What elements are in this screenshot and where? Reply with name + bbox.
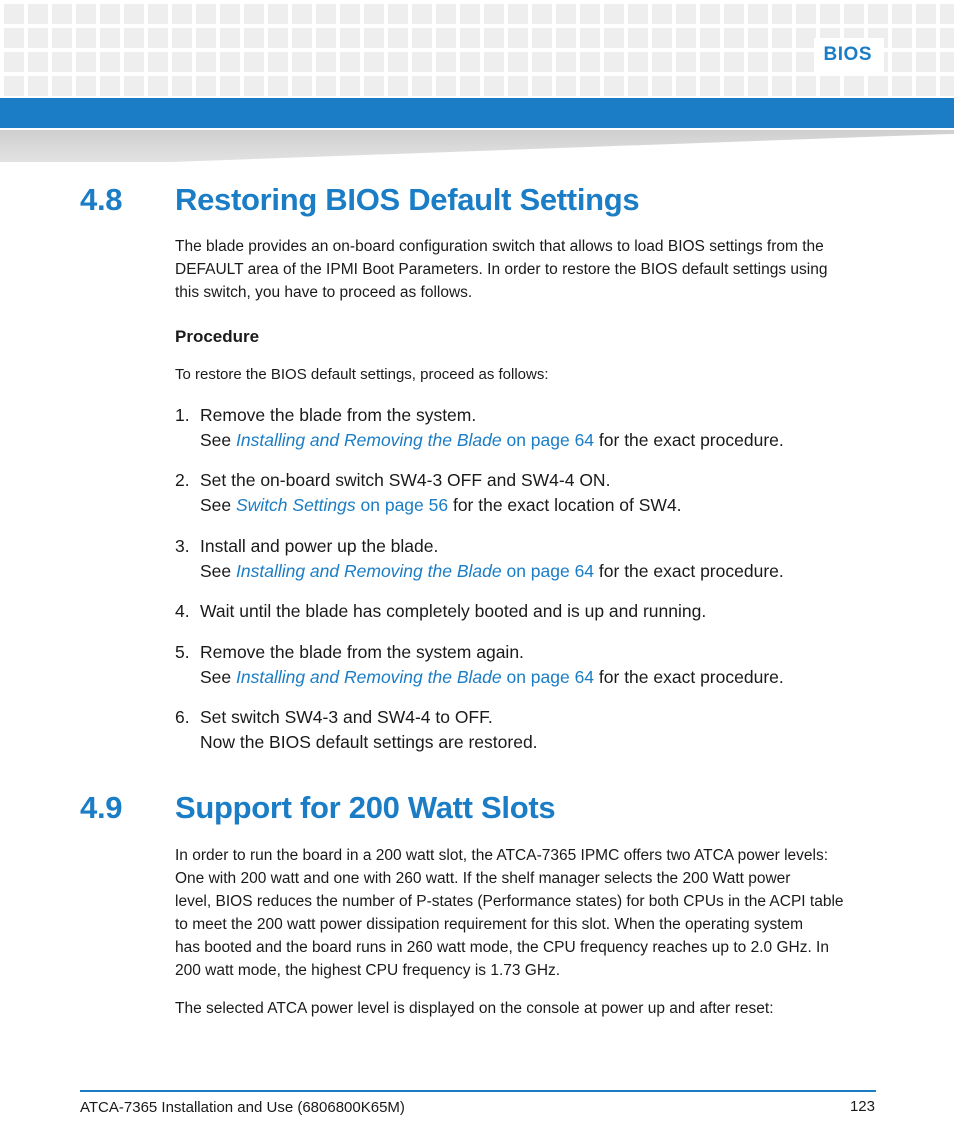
cross-reference-link[interactable]: Installing and Removing the Blade	[236, 667, 502, 687]
reference-suffix: for the exact procedure.	[594, 667, 784, 687]
step-number: 2.	[175, 470, 190, 490]
procedure-heading: Procedure	[175, 327, 260, 346]
footer-document-title: ATCA-7365 Installation and Use (6806800K65M)	[80, 1099, 405, 1116]
cross-reference-link[interactable]: Installing and Removing the Blade	[236, 430, 502, 450]
page-reference-link[interactable]: on page 64	[501, 561, 595, 581]
footer-page-number: 123	[849, 1098, 875, 1115]
paragraph-line: level, BIOS reduces the number of P-states (Performance states) for both CPUs in the ACPI table	[175, 893, 844, 910]
page-reference-link[interactable]: on page 56	[355, 495, 449, 515]
paragraph-line: DEFAULT area of the IPMI Boot Parameters. In order to restore the BIOS default settings using	[175, 261, 828, 278]
procedure-step-1	[175, 403, 875, 453]
procedure-step-5	[175, 640, 875, 690]
reference-suffix: for the exact procedure.	[594, 430, 784, 450]
page-reference-link[interactable]: on page 64	[501, 667, 595, 687]
paragraph-line: In order to run the board in a 200 watt slot, the ATCA-7365 IPMC offers two ATCA power levels:	[175, 847, 829, 864]
step-number: 5.	[175, 642, 190, 662]
procedure-step-4	[175, 599, 875, 624]
paragraph-line: this switch, you have to proceed as follows.	[175, 284, 473, 301]
procedure-step-3	[175, 534, 875, 584]
paragraph-line: to meet the 200 watt power dissipation requirement for this slot. When the operating system	[175, 916, 804, 933]
section-title: Support for 200 Watt Slots	[175, 790, 556, 825]
reference-suffix: for the exact location of SW4.	[448, 495, 682, 515]
step-reference	[200, 559, 900, 584]
reference-suffix: for the exact procedure.	[594, 561, 784, 581]
step-text: Remove the blade from the system.	[200, 405, 477, 425]
procedure-step-6	[175, 705, 875, 755]
step-text: Set the on-board switch SW4-3 OFF and SW4-4 ON.	[200, 470, 611, 490]
cross-reference-link[interactable]: Installing and Removing the Blade	[236, 561, 502, 581]
paragraph-line: One with 200 watt and one with 260 watt. If the shelf manager selects the 200 Watt power	[175, 870, 791, 887]
step-text: Remove the blade from the system again.	[200, 642, 524, 662]
step-number: 3.	[175, 536, 190, 556]
see-text: See	[200, 495, 236, 515]
step-reference	[200, 665, 900, 690]
paragraph-line: The blade provides an on-board configuration switch that allows to load BIOS settings from the	[175, 238, 824, 255]
procedure-step-2	[175, 468, 875, 518]
step-reference	[200, 493, 900, 518]
step-number: 6.	[175, 707, 190, 727]
section-number: 4.9	[80, 790, 123, 825]
step-text: Set switch SW4-3 and SW4-4 to OFF.	[200, 707, 493, 727]
procedure-intro: To restore the BIOS default settings, proceed as follows:	[175, 366, 549, 383]
step-text: Install and power up the blade.	[200, 536, 439, 556]
step-reference	[200, 428, 900, 453]
section-title: Restoring BIOS Default Settings	[175, 182, 640, 217]
step-result: Now the BIOS default settings are restored.	[200, 732, 538, 752]
section-label: BIOS	[823, 44, 872, 65]
page-reference-link[interactable]: on page 64	[501, 430, 595, 450]
see-text: See	[200, 667, 236, 687]
see-text: See	[200, 561, 236, 581]
header-shadow-wedge	[0, 130, 954, 162]
section-number: 4.8	[80, 182, 123, 217]
section-4-9-paragraph	[175, 844, 875, 982]
header-pattern	[0, 0, 954, 98]
footer-rule	[80, 1090, 876, 1092]
section-4-8-paragraph	[175, 235, 875, 304]
section-4-9-closing: The selected ATCA power level is displayed on the console at power up and after reset:	[175, 1000, 774, 1017]
step-text: Wait until the blade has completely booted and is up and running.	[200, 601, 707, 621]
paragraph-line: 200 watt mode, the highest CPU frequency is 1.73 GHz.	[175, 962, 561, 979]
see-text: See	[200, 430, 236, 450]
cross-reference-link[interactable]: Switch Settings	[236, 495, 356, 515]
paragraph-line: has booted and the board runs in 260 watt mode, the CPU frequency reaches up to 2.0 GHz. In	[175, 939, 829, 956]
header-band	[0, 98, 954, 128]
step-number: 4.	[175, 601, 190, 621]
step-number: 1.	[175, 405, 190, 425]
